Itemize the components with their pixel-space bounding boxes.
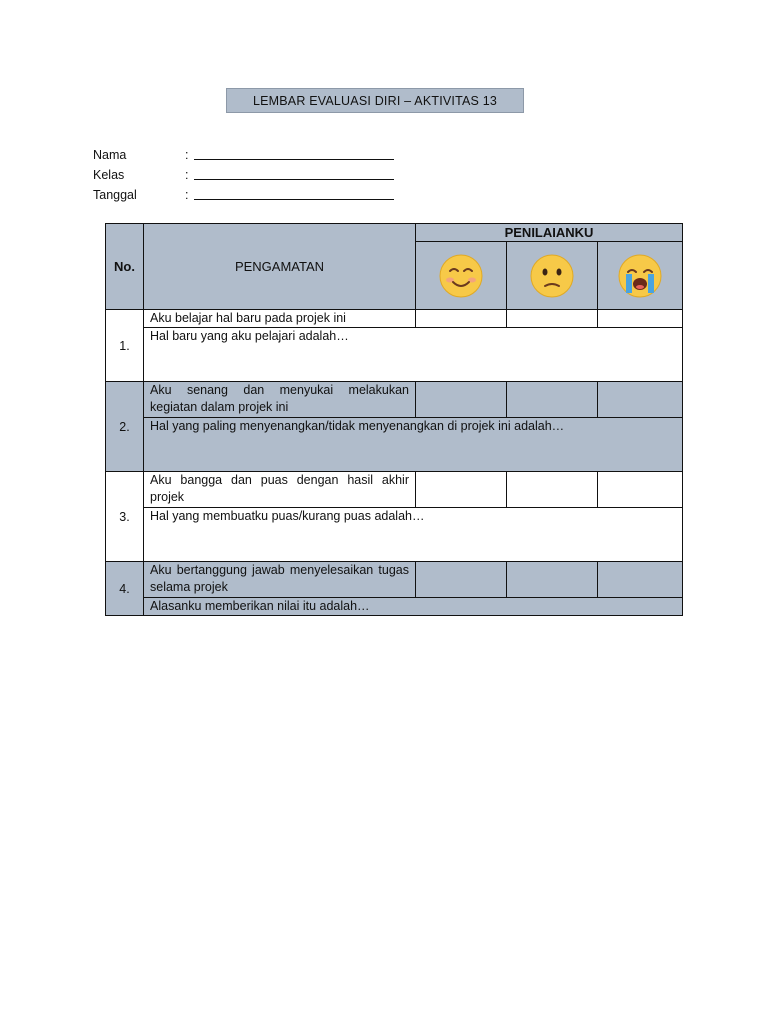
rating-cell-sad[interactable] — [598, 472, 683, 508]
table-row-4-statement — [106, 562, 683, 598]
date-label: Tanggal — [93, 188, 137, 202]
table-row-2-statement — [106, 382, 683, 418]
table-row-1-statement — [106, 310, 683, 328]
name-colon: : — [185, 148, 189, 162]
row-number: 3. — [106, 472, 144, 562]
statement-text: Aku bangga dan puas dengan hasil akhir projek — [144, 472, 416, 508]
worksheet-title: LEMBAR EVALUASI DIRI – AKTIVITAS 13 — [226, 88, 524, 113]
header-observation: PENGAMATAN — [144, 224, 416, 310]
evaluation-table — [105, 223, 683, 616]
row-number: 1. — [106, 310, 144, 382]
rating-cell-neutral[interactable] — [507, 562, 598, 598]
reflection-prompt[interactable]: Hal yang paling menyenangkan/tidak menyenangkan di projek ini adalah… — [144, 418, 683, 472]
rating-column-sad — [598, 242, 683, 310]
class-label: Kelas — [93, 168, 125, 182]
statement-text: Aku senang dan menyukai melakukan kegiatan dalam projek ini — [144, 382, 416, 418]
row-number: 2. — [106, 382, 144, 472]
rating-cell-sad[interactable] — [598, 310, 683, 328]
statement-text: Aku belajar hal baru pada projek ini — [144, 310, 416, 328]
slightly-frowning-face-icon — [529, 253, 575, 299]
reflection-prompt[interactable]: Hal baru yang aku pelajari adalah… — [144, 328, 683, 382]
name-label: Nama — [93, 148, 127, 162]
date-colon: : — [185, 188, 189, 202]
table-row-2-reflection — [106, 418, 683, 472]
class-blank-line[interactable] — [194, 179, 394, 180]
smiling-face-icon — [438, 253, 484, 299]
rating-column-happy — [416, 242, 507, 310]
rating-cell-neutral[interactable] — [507, 310, 598, 328]
rating-cell-happy[interactable] — [416, 472, 507, 508]
table-row-3-reflection — [106, 508, 683, 562]
table-row-4-reflection — [106, 598, 683, 616]
rating-cell-happy[interactable] — [416, 562, 507, 598]
crying-face-icon — [617, 253, 663, 299]
date-blank-line[interactable] — [194, 199, 394, 200]
name-blank-line[interactable] — [194, 159, 394, 160]
class-colon: : — [185, 168, 189, 182]
reflection-prompt[interactable]: Hal yang membuatku puas/kurang puas adalah… — [144, 508, 683, 562]
table-row-3-statement — [106, 472, 683, 508]
rating-column-neutral — [507, 242, 598, 310]
rating-cell-happy[interactable] — [416, 382, 507, 418]
header-number: No. — [106, 224, 144, 310]
rating-cell-neutral[interactable] — [507, 382, 598, 418]
reflection-prompt[interactable]: Alasanku memberikan nilai itu adalah… — [144, 598, 683, 616]
table-row-1-reflection — [106, 328, 683, 382]
rating-cell-sad[interactable] — [598, 562, 683, 598]
rating-cell-happy[interactable] — [416, 310, 507, 328]
rating-cell-sad[interactable] — [598, 382, 683, 418]
row-number: 4. — [106, 562, 144, 616]
statement-text: Aku bertanggung jawab menyelesaikan tugas selama projek — [144, 562, 416, 598]
header-rating: PENILAIANKU — [416, 224, 683, 242]
rating-cell-neutral[interactable] — [507, 472, 598, 508]
table-header-row — [106, 224, 683, 242]
